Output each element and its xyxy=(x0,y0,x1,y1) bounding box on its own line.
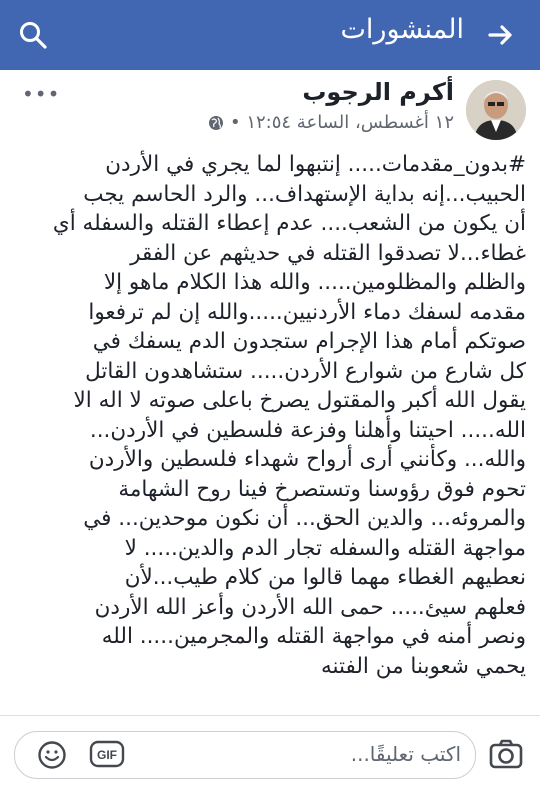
arrow-right-icon[interactable] xyxy=(484,18,518,52)
gif-button[interactable] xyxy=(89,740,125,768)
more-options-icon[interactable]: ••• xyxy=(22,82,61,106)
comment-input[interactable] xyxy=(14,731,476,779)
comment-placeholder: اكتب تعليقًا... xyxy=(350,742,461,766)
search-icon[interactable] xyxy=(18,20,48,50)
post-header xyxy=(0,70,540,150)
comment-composer-bar xyxy=(0,715,540,793)
globe-icon xyxy=(208,115,224,131)
post-body-text: #بدون_مقدمات..... إنتبهوا لما يجري في الأردن الحبيب...إنه بداية الإستهداف... والرد الحاسم يجب أن يكون من الشعب.... عدم إعطاء القتله والسفله أي غطاء...لا تصدقوا القتله في حديثهم عن الفقر والظلم والمظلومين..... والله هذا الكلام ماهو إلا مقدمه لسفك دماء الأردنيين.....والله إن لم ترفعوا صوتكم أمام هذا الإجرام ستجدون الدم يسفك في كل شارع من شوارع الأردن..... ستشاهدون القاتل يقول الله أكبر والمقتول يصرخ باعلى صوته لا اله الا الله..... احيتنا وأهلنا وفزعة فلسطين في الأردن... والله... وكأنني أرى أرواح شهداء فلسطين والأردن تحوم فوق رؤوسنا وتستصرخ فينا روح الشهامة والمروئه... والدين الحق... أن نكون موحدين... في مواجهة القتله والسفله تجار الدم والدين..... لا نعطيهم الغطاء مهما قالوا من كلام طيب...لأن فعلهم سيئ..... حمى الله الأردن وأعز الله الأردن ونصر أمنه في مواجهة القتله والمجرمين..... الله يحمي شعوبنا من الفتنه xyxy=(52,152,526,679)
post-timestamp: ١٢ أغسطس، الساعة ١٢:٥٤ • xyxy=(229,112,454,133)
post-meta xyxy=(208,112,454,133)
smiley-icon[interactable] xyxy=(37,740,67,770)
post-author-name[interactable]: أكرم الرجوب xyxy=(302,78,454,106)
avatar[interactable] xyxy=(466,80,526,140)
camera-icon[interactable] xyxy=(488,736,524,772)
page-title: المنشورات xyxy=(340,14,464,45)
top-app-bar xyxy=(0,0,540,70)
gif-label: GIF xyxy=(97,748,117,762)
